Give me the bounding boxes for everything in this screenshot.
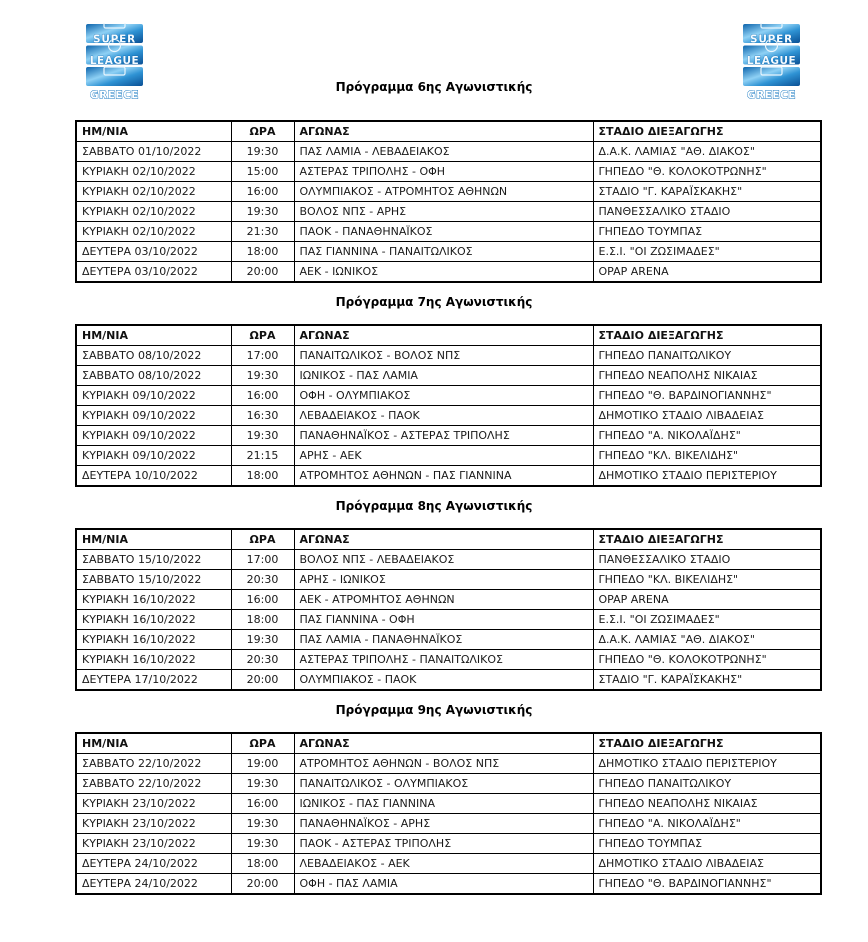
fixture-time: 16:00: [231, 794, 294, 814]
fixture-match: ΑΤΡΟΜΗΤΟΣ ΑΘΗΝΩΝ - ΠΑΣ ΓΙΑΝΝΙΝΑ: [294, 466, 593, 487]
fixture-date: ΣΑΒΒΑΤΟ 08/10/2022: [76, 366, 231, 386]
fixture-date: ΣΑΒΒΑΤΟ 22/10/2022: [76, 774, 231, 794]
fixture-row: [76, 222, 821, 242]
fixture-stadium: ΓΗΠΕΔΟ "Θ. ΒΑΡΔΙΝΟΓΙΑΝΝΗΣ": [593, 874, 821, 895]
fixture-time: 19:30: [231, 366, 294, 386]
fixtures-table: [75, 120, 822, 283]
fixture-row: [76, 202, 821, 222]
round-title: Πρόγραμμα 9ης Αγωνιστικής: [335, 703, 533, 717]
fixture-stadium: ΓΗΠΕΔΟ "Α. ΝΙΚΟΛΑΪΔΗΣ": [593, 426, 821, 446]
column-header-stadium: ΣΤΑΔΙΟ ΔΙΕΞΑΓΩΓΗΣ: [593, 325, 821, 346]
fixture-time: 16:00: [231, 590, 294, 610]
fixture-time: 17:00: [231, 346, 294, 366]
fixture-time: 18:00: [231, 466, 294, 487]
column-header-date: ΗΜ/ΝΙΑ: [76, 529, 231, 550]
fixture-match: ΛΕΒΑΔΕΙΑΚΟΣ - ΑΕΚ: [294, 854, 593, 874]
fixture-row: [76, 426, 821, 446]
fixture-date: ΚΥΡΙΑΚΗ 02/10/2022: [76, 182, 231, 202]
logo-text-greece: GREECE: [90, 89, 139, 101]
fixture-stadium: ΣΤΑΔΙΟ "Γ. ΚΑΡΑΪΣΚΑΚΗΣ": [593, 670, 821, 691]
fixture-date: ΚΥΡΙΑΚΗ 09/10/2022: [76, 406, 231, 426]
fixture-row: [76, 366, 821, 386]
fixture-row: [76, 610, 821, 630]
column-header-time: ΩΡΑ: [231, 121, 294, 142]
round-section: [0, 295, 868, 487]
round-section: [0, 499, 868, 691]
column-header-date: ΗΜ/ΝΙΑ: [76, 733, 231, 754]
fixture-stadium: ΓΗΠΕΔΟ "Θ. ΚΟΛΟΚΟΤΡΩΝΗΣ": [593, 650, 821, 670]
fixtures-body: [76, 550, 821, 691]
fixture-time: 19:30: [231, 834, 294, 854]
fixture-date: ΣΑΒΒΑΤΟ 15/10/2022: [76, 570, 231, 590]
fixture-match: ΑΕΚ - ΑΤΡΟΜΗΤΟΣ ΑΘΗΝΩΝ: [294, 590, 593, 610]
fixture-date: ΣΑΒΒΑΤΟ 22/10/2022: [76, 754, 231, 774]
fixture-date: ΣΑΒΒΑΤΟ 15/10/2022: [76, 550, 231, 570]
fixture-date: ΚΥΡΙΑΚΗ 09/10/2022: [76, 446, 231, 466]
round-section: [0, 80, 868, 283]
fixture-stadium: ΓΗΠΕΔΟ ΠΑΝΑΙΤΩΛΙΚΟΥ: [593, 774, 821, 794]
fixture-match: ΠΑΝΑΘΗΝΑΪΚΟΣ - ΑΣΤΕΡΑΣ ΤΡΙΠΟΛΗΣ: [294, 426, 593, 446]
fixture-time: 20:00: [231, 262, 294, 283]
fixture-match: ΑΤΡΟΜΗΤΟΣ ΑΘΗΝΩΝ - ΒΟΛΟΣ ΝΠΣ: [294, 754, 593, 774]
round-title: Πρόγραμμα 6ης Αγωνιστικής: [335, 80, 533, 94]
fixture-time: 18:00: [231, 242, 294, 262]
fixture-date: ΚΥΡΙΑΚΗ 16/10/2022: [76, 610, 231, 630]
fixture-stadium: OPAP ARENA: [593, 262, 821, 283]
fixture-match: ΠΑΣ ΛΑΜΙΑ - ΛΕΒΑΔΕΙΑΚΟΣ: [294, 142, 593, 162]
fixture-row: [76, 346, 821, 366]
fixture-time: 16:30: [231, 406, 294, 426]
fixture-row: [76, 834, 821, 854]
fixture-date: ΔΕΥΤΕΡΑ 10/10/2022: [76, 466, 231, 487]
fixture-time: 17:00: [231, 550, 294, 570]
fixture-date: ΔΕΥΤΕΡΑ 24/10/2022: [76, 854, 231, 874]
fixture-time: 19:30: [231, 814, 294, 834]
column-header-match: ΑΓΩΝΑΣ: [294, 733, 593, 754]
fixture-time: 19:30: [231, 142, 294, 162]
fixture-stadium: ΔΗΜΟΤΙΚΟ ΣΤΑΔΙΟ ΠΕΡΙΣΤΕΡΙΟΥ: [593, 754, 821, 774]
fixture-stadium: ΔΗΜΟΤΙΚΟ ΣΤΑΔΙΟ ΛΙΒΑΔΕΙΑΣ: [593, 406, 821, 426]
fixture-time: 19:00: [231, 754, 294, 774]
fixture-match: ΠΑΝΑΙΤΩΛΙΚΟΣ - ΟΛΥΜΠΙΑΚΟΣ: [294, 774, 593, 794]
fixture-time: 20:30: [231, 650, 294, 670]
fixture-time: 19:30: [231, 202, 294, 222]
fixture-date: ΚΥΡΙΑΚΗ 02/10/2022: [76, 222, 231, 242]
fixture-date: ΔΕΥΤΕΡΑ 03/10/2022: [76, 242, 231, 262]
fixture-row: [76, 854, 821, 874]
fixture-date: ΚΥΡΙΑΚΗ 23/10/2022: [76, 814, 231, 834]
fixture-match: ΠΑΝΑΙΤΩΛΙΚΟΣ - ΒΟΛΟΣ ΝΠΣ: [294, 346, 593, 366]
fixtures-body: [76, 142, 821, 283]
rounds-container: [0, 80, 868, 895]
logo-text-league: LEAGUE: [89, 55, 140, 67]
fixture-stadium: Ε.Σ.Ι. "ΟΙ ΖΩΣΙΜΑΔΕΣ": [593, 610, 821, 630]
column-header-time: ΩΡΑ: [231, 733, 294, 754]
super-league-greece-logo-left: [83, 23, 146, 101]
fixture-stadium: ΠΑΝΘΕΣΣΑΛΙΚΟ ΣΤΑΔΙΟ: [593, 202, 821, 222]
fixture-match: ΠΑΣ ΛΑΜΙΑ - ΠΑΝΑΘΗΝΑΪΚΟΣ: [294, 630, 593, 650]
fixture-row: [76, 550, 821, 570]
fixture-date: ΚΥΡΙΑΚΗ 02/10/2022: [76, 202, 231, 222]
fixture-stadium: ΔΗΜΟΤΙΚΟ ΣΤΑΔΙΟ ΛΙΒΑΔΕΙΑΣ: [593, 854, 821, 874]
fixture-date: ΔΕΥΤΕΡΑ 17/10/2022: [76, 670, 231, 691]
fixture-stadium: Δ.Α.Κ. ΛΑΜΙΑΣ "ΑΘ. ΔΙΑΚΟΣ": [593, 630, 821, 650]
fixtures-body: [76, 346, 821, 487]
fixture-time: 21:15: [231, 446, 294, 466]
fixture-stadium: ΓΗΠΕΔΟ ΝΕΑΠΟΛΗΣ ΝΙΚΑΙΑΣ: [593, 794, 821, 814]
fixture-date: ΚΥΡΙΑΚΗ 23/10/2022: [76, 834, 231, 854]
fixture-row: [76, 570, 821, 590]
round-section: [0, 703, 868, 895]
column-header-time: ΩΡΑ: [231, 529, 294, 550]
fixture-time: 15:00: [231, 162, 294, 182]
fixture-row: [76, 386, 821, 406]
fixture-stadium: ΓΗΠΕΔΟ "ΚΛ. ΒΙΚΕΛΙΔΗΣ": [593, 570, 821, 590]
fixture-match: ΛΕΒΑΔΕΙΑΚΟΣ - ΠΑΟΚ: [294, 406, 593, 426]
fixture-stadium: ΣΤΑΔΙΟ "Γ. ΚΑΡΑΪΣΚΑΚΗΣ": [593, 182, 821, 202]
table-header-row: [76, 529, 821, 550]
fixture-stadium: Ε.Σ.Ι. "ΟΙ ΖΩΣΙΜΑΔΕΣ": [593, 242, 821, 262]
fixture-stadium: ΓΗΠΕΔΟ ΝΕΑΠΟΛΗΣ ΝΙΚΑΙΑΣ: [593, 366, 821, 386]
column-header-date: ΗΜ/ΝΙΑ: [76, 325, 231, 346]
fixture-row: [76, 242, 821, 262]
fixture-time: 20:00: [231, 670, 294, 691]
fixture-stadium: ΓΗΠΕΔΟ ΠΑΝΑΙΤΩΛΙΚΟΥ: [593, 346, 821, 366]
column-header-date: ΗΜ/ΝΙΑ: [76, 121, 231, 142]
fixture-date: ΣΑΒΒΑΤΟ 08/10/2022: [76, 346, 231, 366]
super-league-greece-logo-right: [740, 23, 803, 101]
fixture-match: ΠΑΝΑΘΗΝΑΪΚΟΣ - ΑΡΗΣ: [294, 814, 593, 834]
fixture-stadium: ΓΗΠΕΔΟ ΤΟΥΜΠΑΣ: [593, 834, 821, 854]
fixture-row: [76, 630, 821, 650]
fixtures-table: [75, 324, 822, 487]
logo-text-greece: GREECE: [747, 89, 796, 101]
fixtures-body: [76, 754, 821, 895]
table-header-row: [76, 733, 821, 754]
fixture-time: 20:30: [231, 570, 294, 590]
column-header-stadium: ΣΤΑΔΙΟ ΔΙΕΞΑΓΩΓΗΣ: [593, 121, 821, 142]
column-header-stadium: ΣΤΑΔΙΟ ΔΙΕΞΑΓΩΓΗΣ: [593, 733, 821, 754]
fixtures-table: [75, 528, 822, 691]
fixture-date: ΚΥΡΙΑΚΗ 16/10/2022: [76, 630, 231, 650]
fixture-stadium: ΓΗΠΕΔΟ "ΚΛ. ΒΙΚΕΛΙΔΗΣ": [593, 446, 821, 466]
column-header-match: ΑΓΩΝΑΣ: [294, 325, 593, 346]
fixture-match: ΟΛΥΜΠΙΑΚΟΣ - ΑΤΡΟΜΗΤΟΣ ΑΘΗΝΩΝ: [294, 182, 593, 202]
fixture-date: ΚΥΡΙΑΚΗ 23/10/2022: [76, 794, 231, 814]
fixture-match: ΠΑΣ ΓΙΑΝΝΙΝΑ - ΠΑΝΑΙΤΩΛΙΚΟΣ: [294, 242, 593, 262]
fixture-row: [76, 262, 821, 283]
logo-text-super: SUPER: [92, 33, 137, 46]
fixture-row: [76, 406, 821, 426]
column-header-match: ΑΓΩΝΑΣ: [294, 121, 593, 142]
column-header-stadium: ΣΤΑΔΙΟ ΔΙΕΞΑΓΩΓΗΣ: [593, 529, 821, 550]
fixture-match: ΠΑΟΚ - ΠΑΝΑΘΗΝΑΪΚΟΣ: [294, 222, 593, 242]
fixture-row: [76, 814, 821, 834]
logo-text-league: LEAGUE: [746, 55, 797, 67]
fixture-date: ΔΕΥΤΕΡΑ 03/10/2022: [76, 262, 231, 283]
fixture-date: ΚΥΡΙΑΚΗ 09/10/2022: [76, 386, 231, 406]
fixture-match: ΠΑΣ ΓΙΑΝΝΙΝΑ - ΟΦΗ: [294, 610, 593, 630]
fixture-time: 19:30: [231, 426, 294, 446]
round-title: Πρόγραμμα 8ης Αγωνιστικής: [335, 499, 533, 513]
table-header-row: [76, 325, 821, 346]
fixtures-table: [75, 732, 822, 895]
fixture-row: [76, 874, 821, 895]
fixture-time: 18:00: [231, 854, 294, 874]
fixture-match: ΟΦΗ - ΠΑΣ ΛΑΜΙΑ: [294, 874, 593, 895]
fixture-date: ΣΑΒΒΑΤΟ 01/10/2022: [76, 142, 231, 162]
logo-text-super: SUPER: [749, 33, 794, 46]
fixture-row: [76, 142, 821, 162]
fixture-row: [76, 162, 821, 182]
fixture-stadium: ΔΗΜΟΤΙΚΟ ΣΤΑΔΙΟ ΠΕΡΙΣΤΕΡΙΟΥ: [593, 466, 821, 487]
fixture-date: ΚΥΡΙΑΚΗ 09/10/2022: [76, 426, 231, 446]
fixture-stadium: OPAP ARENA: [593, 590, 821, 610]
fixture-stadium: ΓΗΠΕΔΟ "Θ. ΚΟΛΟΚΟΤΡΩΝΗΣ": [593, 162, 821, 182]
fixture-time: 19:30: [231, 630, 294, 650]
fixture-date: ΚΥΡΙΑΚΗ 16/10/2022: [76, 650, 231, 670]
round-title: Πρόγραμμα 7ης Αγωνιστικής: [335, 295, 533, 309]
fixture-row: [76, 182, 821, 202]
fixture-match: ΠΑΟΚ - ΑΣΤΕΡΑΣ ΤΡΙΠΟΛΗΣ: [294, 834, 593, 854]
fixture-row: [76, 670, 821, 691]
fixture-match: ΟΛΥΜΠΙΑΚΟΣ - ΠΑΟΚ: [294, 670, 593, 691]
fixture-date: ΔΕΥΤΕΡΑ 24/10/2022: [76, 874, 231, 895]
fixture-match: ΑΕΚ - ΙΩΝΙΚΟΣ: [294, 262, 593, 283]
fixture-stadium: Δ.Α.Κ. ΛΑΜΙΑΣ "ΑΘ. ΔΙΑΚΟΣ": [593, 142, 821, 162]
fixture-row: [76, 774, 821, 794]
fixture-row: [76, 754, 821, 774]
fixture-time: 20:00: [231, 874, 294, 895]
fixture-match: ΑΣΤΕΡΑΣ ΤΡΙΠΟΛΗΣ - ΟΦΗ: [294, 162, 593, 182]
fixture-row: [76, 650, 821, 670]
fixture-match: ΒΟΛΟΣ ΝΠΣ - ΛΕΒΑΔΕΙΑΚΟΣ: [294, 550, 593, 570]
fixture-stadium: ΓΗΠΕΔΟ "Θ. ΒΑΡΔΙΝΟΓΙΑΝΝΗΣ": [593, 386, 821, 406]
fixture-time: 18:00: [231, 610, 294, 630]
fixture-match: ΟΦΗ - ΟΛΥΜΠΙΑΚΟΣ: [294, 386, 593, 406]
fixture-row: [76, 466, 821, 487]
fixture-match: ΙΩΝΙΚΟΣ - ΠΑΣ ΛΑΜΙΑ: [294, 366, 593, 386]
fixture-stadium: ΠΑΝΘΕΣΣΑΛΙΚΟ ΣΤΑΔΙΟ: [593, 550, 821, 570]
fixture-time: 21:30: [231, 222, 294, 242]
fixture-match: ΑΡΗΣ - ΑΕΚ: [294, 446, 593, 466]
fixture-row: [76, 590, 821, 610]
fixture-time: 19:30: [231, 774, 294, 794]
column-header-time: ΩΡΑ: [231, 325, 294, 346]
fixture-stadium: ΓΗΠΕΔΟ ΤΟΥΜΠΑΣ: [593, 222, 821, 242]
fixture-match: ΙΩΝΙΚΟΣ - ΠΑΣ ΓΙΑΝΝΙΝΑ: [294, 794, 593, 814]
fixture-row: [76, 446, 821, 466]
fixture-match: ΑΡΗΣ - ΙΩΝΙΚΟΣ: [294, 570, 593, 590]
fixture-date: ΚΥΡΙΑΚΗ 16/10/2022: [76, 590, 231, 610]
fixture-time: 16:00: [231, 182, 294, 202]
fixture-match: ΑΣΤΕΡΑΣ ΤΡΙΠΟΛΗΣ - ΠΑΝΑΙΤΩΛΙΚΟΣ: [294, 650, 593, 670]
fixture-time: 16:00: [231, 386, 294, 406]
fixture-date: ΚΥΡΙΑΚΗ 02/10/2022: [76, 162, 231, 182]
table-header-row: [76, 121, 821, 142]
fixture-stadium: ΓΗΠΕΔΟ "Α. ΝΙΚΟΛΑΪΔΗΣ": [593, 814, 821, 834]
fixture-match: ΒΟΛΟΣ ΝΠΣ - ΑΡΗΣ: [294, 202, 593, 222]
fixture-row: [76, 794, 821, 814]
column-header-match: ΑΓΩΝΑΣ: [294, 529, 593, 550]
